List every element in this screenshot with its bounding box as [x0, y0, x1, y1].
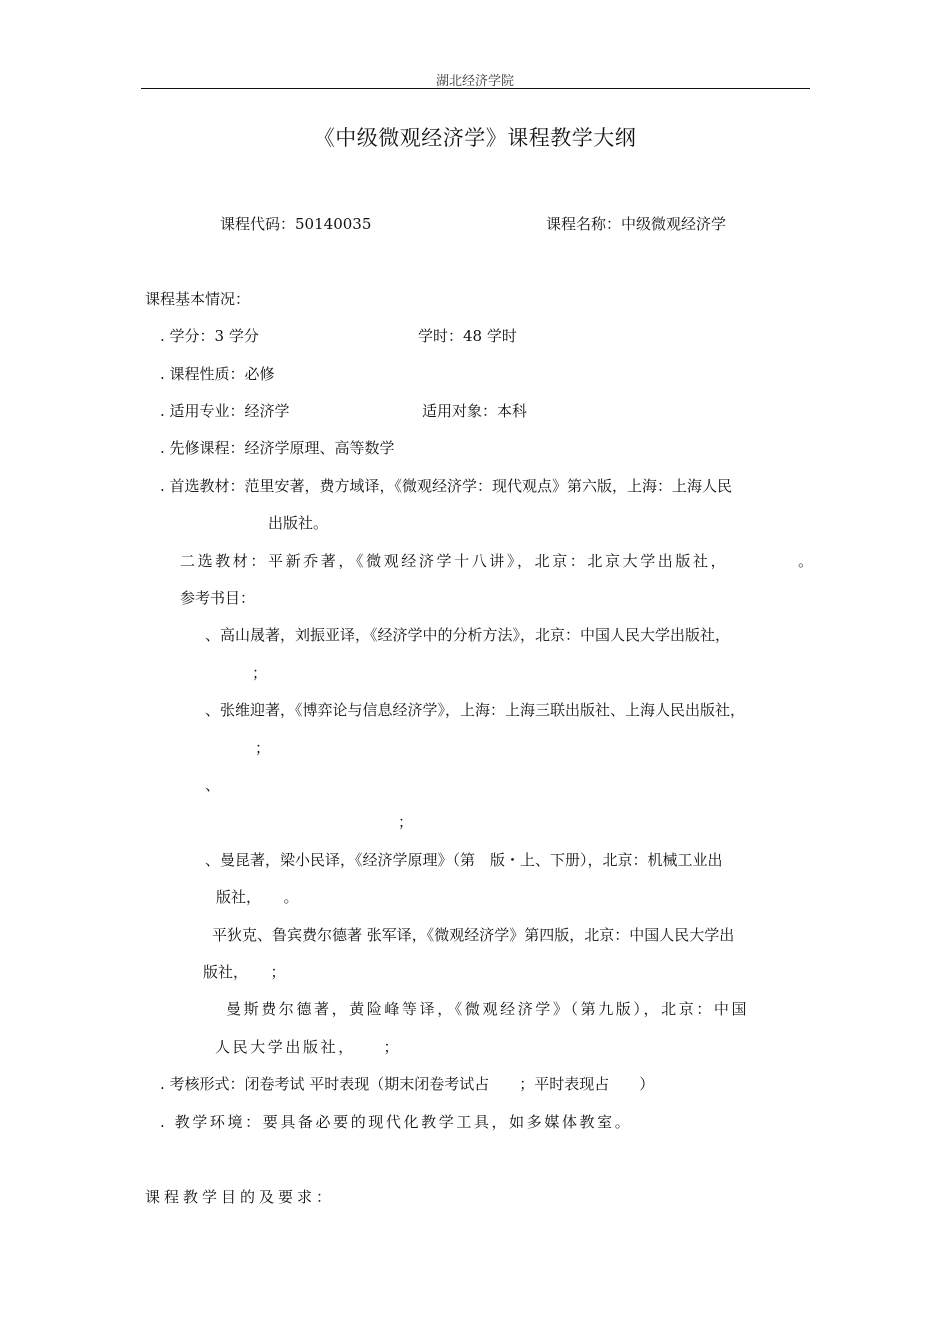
reference-3-line2: ； [398, 813, 414, 831]
textbook2-line: 二选教材：平新乔著，《微观经济学十八讲》，北京：北京大学出版社， [180, 552, 729, 570]
header-rule [141, 88, 810, 89]
textbook1-line1: . 首选教材：范里安著，费方域译，《微观经济学：现代观点》第六版，上海：上海人民 [160, 477, 733, 495]
nature-item: . 课程性质：必修 [160, 365, 275, 383]
exam-item: . 考核形式：闭卷考试 平时表现（期末闭卷考试占 ；平时表现占 ） [160, 1075, 655, 1093]
course-code [220, 213, 371, 234]
course-code-value: 50140035 [295, 215, 372, 233]
hours-item: 学时：48 学时 [418, 327, 517, 345]
course-code-label: 课程代码： [220, 215, 296, 233]
environment-item: . 教学环境：要具备必要的现代化教学工具，如多媒体教室。 [160, 1113, 633, 1131]
textbook1-line2: 出版社。 [268, 514, 329, 532]
objectives-heading: 课程教学目的及要求： [145, 1188, 336, 1206]
reference-2-line2: ； [255, 739, 271, 757]
reference-1-line1: 、高山晟著，刘振亚译，《经济学中的分析方法》，北京：中国人民大学出版社， [205, 626, 731, 644]
document-title: 《中级微观经济学》课程教学大纲 [313, 126, 637, 150]
course-name-label: 课程名称： [546, 215, 622, 233]
reference-3-line1: 、 [205, 776, 221, 794]
page-header: 湖北经济学院 [435, 74, 514, 89]
reference-4-line1: 、曼昆著，梁小民译，《经济学原理》（第 版・上、下册），北京：机械工业出 [205, 851, 723, 869]
credits-item: . 学分：3 学分 [160, 327, 259, 345]
course-name [546, 213, 726, 234]
prereq-item: . 先修课程：经济学原理、高等数学 [160, 439, 395, 457]
audience-item: 适用对象：本科 [422, 402, 528, 420]
reference-2-line1: 、张维迎著，《博弈论与信息经济学》，上海：上海三联出版社、上海人民出版社， [205, 701, 746, 719]
textbook2-end: 。 [798, 552, 814, 570]
course-name-value: 中级微观经济学 [621, 215, 727, 233]
reference-4-line2: 版社， 。 [216, 888, 299, 906]
reference-1-line2: ； [252, 664, 268, 682]
basic-info-heading: 课程基本情况： [145, 290, 251, 308]
reference-5-line1: 平狄克、鲁宾费尔德著 张军译，《微观经济学》第四版，北京：中国人民大学出 [212, 926, 735, 944]
reference-6-line2: 人民大学出版社， ； [215, 1038, 402, 1056]
reference-5-line2: 版社， ； [203, 963, 286, 981]
reference-6-line1: 曼斯费尔德著，黄险峰等译，《微观经济学》（第九版），北京：中国 [226, 1000, 750, 1018]
major-item: . 适用专业：经济学 [160, 402, 290, 420]
references-heading: 参考书目： [180, 589, 256, 607]
